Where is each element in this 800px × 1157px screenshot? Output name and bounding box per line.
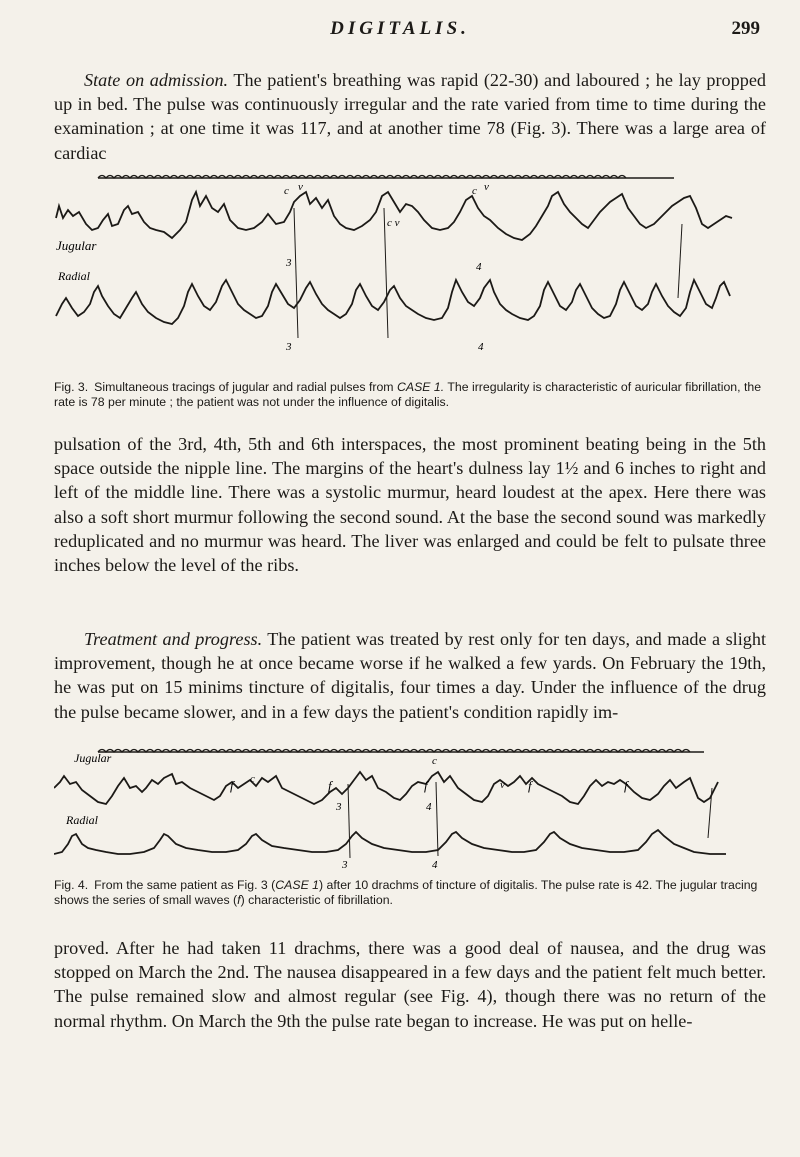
figure-3-caption <box>54 380 764 410</box>
paragraph-lead: State on admission. <box>84 70 229 90</box>
caption-case: CASE 1. <box>396 380 445 394</box>
caption-text-after: The irregularity is characteristic of auricular fibrillation, the rate is 78 per minute ; the patient was not under the influence of digitalis. <box>54 380 762 409</box>
caption-f: f <box>237 893 241 907</box>
fig3-label-v1: v <box>298 181 303 193</box>
time-marker-ticks <box>98 176 626 179</box>
ordinate-line-right <box>678 224 682 298</box>
paragraph-text: pulsation of the 3rd, 4th, 5th and 6th interspaces, the most prominent beating being in the 5th space outside the nipple line. The margins of the heart's dulness lay 1½ and 6 inches to right and left of the middle line. There was a systolic murmur, heard loudest at the apex. Here there was also a soft short murmur following the second sound. At the base the second sound was markedly reduplicated and no murmur was heard. The liver was enlarged and could be felt to pulsate three inches below the level of the ribs. <box>54 434 766 576</box>
caption-case: CASE 1 <box>275 878 320 892</box>
fig3-label-jugular: Jugular <box>56 238 97 253</box>
jugular-trace <box>54 772 718 804</box>
time-marker-ticks <box>98 750 690 753</box>
ordinate-line-right <box>708 788 712 838</box>
caption-text-before: From the same patient as Fig. 3 ( <box>94 878 276 892</box>
caption-label: Fig. 3. <box>54 380 89 394</box>
fig3-label-v2: v <box>484 181 489 193</box>
jugular-trace <box>56 192 732 240</box>
fig4-label-f3: f <box>424 778 428 793</box>
caption-text-after: ) characteristic of fibrillation. <box>240 893 393 907</box>
figure-4-tracing <box>54 748 754 870</box>
fig3-label-3-top: 3 <box>286 257 292 269</box>
paragraph-pulsation <box>54 432 766 577</box>
ordinate-line-3 <box>294 208 298 338</box>
fig4-label-4-bottom: 4 <box>432 859 438 870</box>
ordinate-line-4 <box>436 782 438 856</box>
caption-label: Fig. 4. <box>54 878 89 892</box>
paragraph-text: The patient's breathing was rapid (22-30) and laboured ; he lay propped up in bed. The pulse was continuously irregular and the rate varied from time to time during the examination ; at one time it was 117, and at another time 78 (Fig. 3). There was a large area of cardiac <box>54 70 766 163</box>
paragraph-proved <box>54 936 766 1033</box>
fig4-label-jugular: Jugular <box>74 751 112 765</box>
fig3-label-radial: Radial <box>58 269 90 283</box>
paragraph-treatment <box>54 627 766 724</box>
paragraph-text: proved. After he had taken 11 drachms, there was a good deal of nausea, and the drug was stopped on March the 2nd. The nausea disappeared in a few days and the patient felt much better. The pulse remained slow and almost regular (see Fig. 4), though there was no return of the normal rhythm. On March the 9th the pulse rate began to increase. He was put on helle- <box>54 938 766 1031</box>
fig4-label-c-top: c <box>432 755 437 767</box>
figure-3-tracing <box>54 168 754 380</box>
caption-text-before: Simultaneous tracings of jugular and radial pulses from <box>94 380 394 394</box>
paragraph-lead: Treatment and progress. <box>84 629 263 649</box>
radial-trace <box>56 280 730 324</box>
fig4-label-v: v <box>500 779 505 791</box>
fig4-label-radial: Radial <box>66 813 98 827</box>
fig3-label-3-bottom: 3 <box>286 341 292 353</box>
fig4-label-f1: f <box>230 778 234 793</box>
fig4-label-f5: f <box>624 778 628 793</box>
fig4-label-3-top: 3 <box>336 801 342 813</box>
radial-trace <box>54 830 726 854</box>
fig3-label-4-top: 4 <box>476 261 482 273</box>
running-title: DIGITALIS. <box>330 18 470 39</box>
fig3-label-cv: c v <box>387 217 400 229</box>
fig4-label-f4: f <box>528 778 532 793</box>
fig3-label-c1: c <box>284 185 289 197</box>
paragraph-text: The patient was treated by rest only for ten days, and made a slight improvement, though he at once became worse if he walked a few yards. On February the 19th, he was put on 15 minims tincture of digitalis, four times a day. Under the influence of the drug the pulse became slower, and in a few days the patient's condition rapidly im- <box>54 629 767 722</box>
ordinate-line-3 <box>348 784 350 858</box>
caption-text-middle: ) after 10 drachms of tincture of digitalis. The pulse rate is 42. The jugular tracing shows the series of small waves ( <box>54 878 758 907</box>
fig3-label-4-bottom: 4 <box>478 341 484 353</box>
fig4-label-4-top: 4 <box>426 801 432 813</box>
page-number: 299 <box>731 18 760 39</box>
fig4-label-3-bottom: 3 <box>342 859 348 870</box>
fig4-label-c-mid: c <box>250 773 255 785</box>
fig4-label-f2: f <box>328 778 332 793</box>
fig3-label-c2: c <box>472 185 477 197</box>
running-header <box>0 18 800 58</box>
paragraph-state-on-admission <box>54 68 766 165</box>
figure-4-caption <box>54 878 764 908</box>
